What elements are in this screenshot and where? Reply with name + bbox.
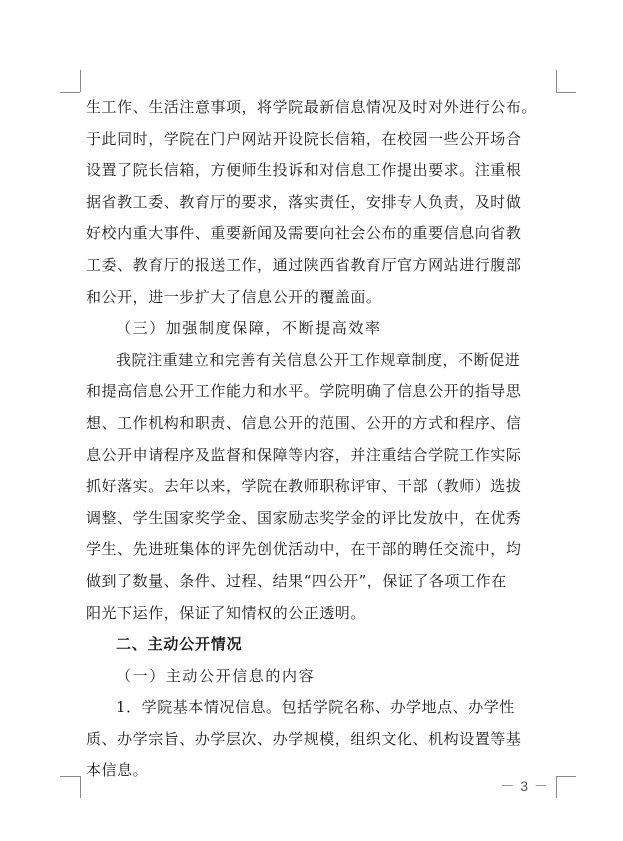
crop-mark-bottom-left xyxy=(60,776,80,777)
crop-mark-top-left xyxy=(60,92,80,93)
paragraph-line: 阳光下运作，保证了知情权的公正透明。 xyxy=(86,603,366,622)
paragraph-line: 工委、教育厅的报送工作，通过陕西省教育厅官方网站进行腹部 xyxy=(86,255,522,274)
paragraph-line: 和公开，进一步扩大了信息公开的覆盖面。 xyxy=(86,287,382,306)
document-body xyxy=(86,92,552,787)
paragraph-line: 生工作、生活注意事项，将学院最新信息情况及时对外进行公布。 xyxy=(86,98,537,116)
paragraph-line: 调整、学生国家奖学金、国家励志奖学金的评比发放中，在优秀 xyxy=(86,508,522,527)
paragraph-line: 于此同时，学院在门户网站开设院长信箱，在校园一些公开场合 xyxy=(86,129,522,148)
page-number: － 3 － xyxy=(500,778,549,794)
paragraph-line: 好校内重大事件、重要新闻及需要向社会公布的重要信息向省教 xyxy=(86,224,522,243)
section-heading: 二、主动公开情况 xyxy=(116,635,243,654)
crop-mark-top-right xyxy=(556,92,576,93)
paragraph-line: 设置了院长信箱，方便师生投诉和对信息工作提出要求。注重根 xyxy=(86,161,522,180)
paragraph-line: 我院注重建立和完善有关信息公开工作规章制度，不断促进 xyxy=(116,350,521,369)
paragraph-line: 息公开申请程序及监督和保障等内容，并注重结合学院工作实际 xyxy=(86,445,522,464)
paragraph-line: 抓好落实。去年以来，学院在教师职称评审、干部（教师）选拔 xyxy=(86,477,522,496)
crop-mark-bottom-right xyxy=(556,776,576,777)
subheading-1: （一）主动公开信息的内容 xyxy=(116,666,316,685)
crop-mark-bottom-right xyxy=(556,776,557,798)
crop-mark-top-right xyxy=(556,70,557,92)
subheading-3: （三）加强制度保障，不断提高效率 xyxy=(116,319,382,338)
paragraph-line: 据省教工委、教育厅的要求，落实责任，安排专人负责，及时做 xyxy=(86,192,522,211)
paragraph-line: 本信息。 xyxy=(86,761,149,780)
paragraph-line: 想、工作机构和职责、信息公开的范围、公开的方式和程序、信 xyxy=(86,413,522,432)
crop-mark-top-left xyxy=(80,70,81,92)
paragraph-line: 质、办学宗旨、办学层次、办学规模，组织文化、机构设置等基 xyxy=(86,729,522,748)
paragraph-line: 1．学院基本情况信息。包括学院名称、办学地点、办学性 xyxy=(116,698,515,717)
paragraph-line: 和提高信息公开工作能力和水平。学院明确了信息公开的指导思 xyxy=(86,382,522,401)
crop-mark-bottom-left xyxy=(80,776,81,798)
paragraph-line: 学生、先进班集体的评先创优活动中，在干部的聘任交流中，均 xyxy=(86,540,522,559)
paragraph-line: 做到了数量、条件、过程、结果“四公开”，保证了各项工作在 xyxy=(86,571,507,590)
